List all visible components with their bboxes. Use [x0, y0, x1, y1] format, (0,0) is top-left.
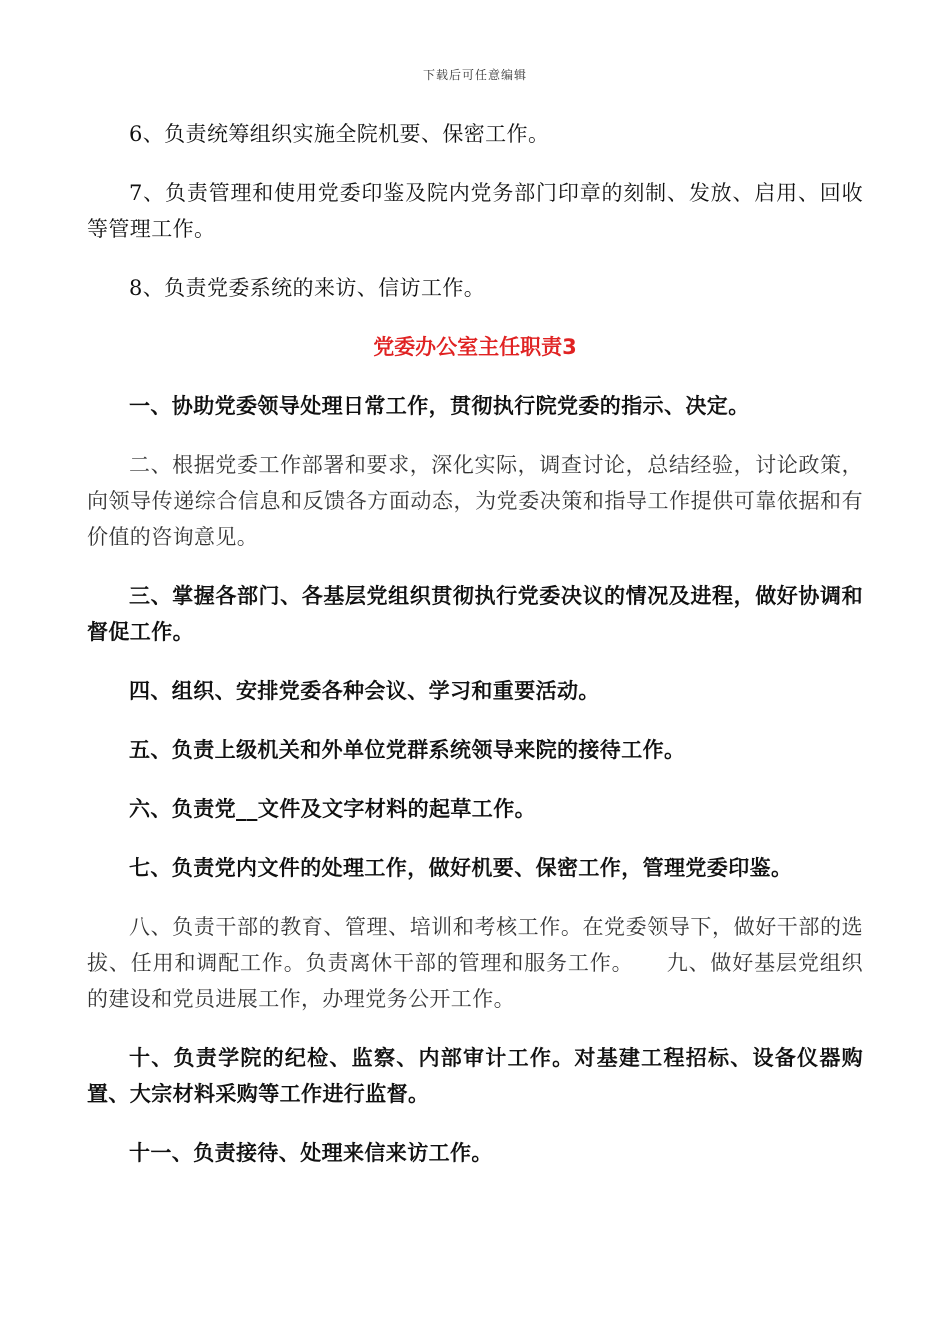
duty-item-1: 一、协助党委领导处理日常工作，贯彻执行院党委的指示、决定。	[129, 394, 750, 418]
section-title: 党委办公室主任职责3	[373, 335, 577, 359]
page-header-note: 下载后可任意编辑	[422, 68, 527, 82]
paragraph-item-6: 6、负责统筹组织实施全院机要、保密工作。	[129, 122, 550, 146]
duty-item-5: 五、负责上级机关和外单位党群系统领导来院的接待工作。	[129, 738, 686, 762]
duty-item-2: 二、根据党委工作部署和要求，深化实际，调查讨论，总结经验，讨论政策，向领导传递综合信息和反馈各方面动态，为党委决策和指导工作提供可靠依据和有价值的咨询意见。	[87, 453, 863, 549]
duty-item-4: 四、组织、安排党委各种会议、学习和重要活动。	[129, 679, 600, 703]
paragraph-item-8: 8、负责党委系统的来访、信访工作。	[129, 276, 486, 300]
duty-item-11: 十一、负责接待、处理来信来访工作。	[129, 1141, 493, 1165]
paragraph-item-7: 7、负责管理和使用党委印鉴及院内党务部门印章的刻制、发放、启用、回收等管理工作。	[87, 181, 863, 241]
duty-item-10: 十、负责学院的纪检、监察、内部审计工作。对基建工程招标、设备仪器购置、大宗材料采购等工作进行监督。	[87, 1046, 863, 1106]
duty-item-7: 七、负责党内文件的处理工作，做好机要、保密工作，管理党委印鉴。	[129, 856, 793, 880]
duty-item-6: 六、负责党__文件及文字材料的起草工作。	[129, 797, 536, 821]
duty-item-8-9: 八、负责干部的教育、管理、培训和考核工作。在党委领导下，做好干部的选拔、任用和调配工作。负责离休干部的管理和服务工作。 九、做好基层党组织的建设和党员进展工作，办理党务公开工作。	[87, 915, 863, 1011]
duty-item-3: 三、掌握各部门、各基层党组织贯彻执行党委决议的情况及进程，做好协调和督促工作。	[87, 584, 863, 644]
document-body	[87, 116, 863, 1194]
